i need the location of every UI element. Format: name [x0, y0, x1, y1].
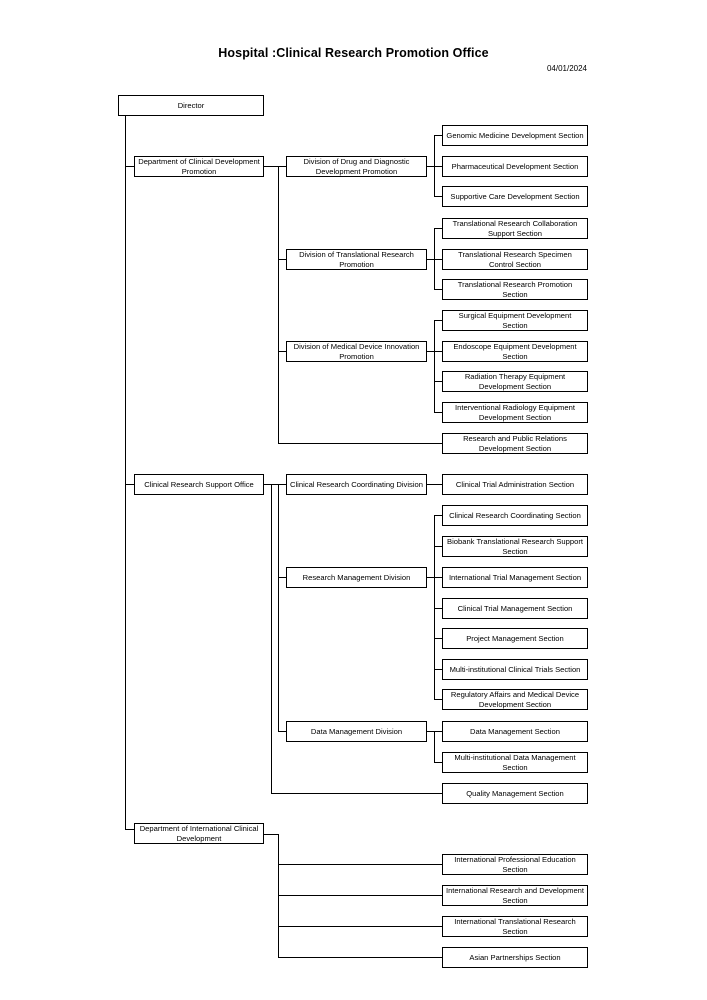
section-label: Clinical Trial Administration Section — [455, 479, 575, 489]
dept-label: Department of International Clinical Development — [139, 823, 259, 843]
page-title: Hospital :Clinical Research Promotion Office — [218, 46, 489, 60]
division-label: Division of Medical Device Innovation Promotion — [293, 341, 420, 361]
section-box — [442, 536, 588, 557]
division-label: Division of Drug and Diagnostic Development Promotion — [303, 156, 410, 176]
dept-label: Clinical Research Support Office — [144, 479, 254, 489]
section-label: Radiation Therapy Equipment Development Section — [464, 371, 566, 391]
section-box — [442, 433, 588, 454]
date-label: 04/01/2024 — [546, 64, 587, 73]
division-label: Division of Translational Research Promotion — [299, 249, 414, 269]
section-box — [442, 689, 588, 710]
dept-clinical-development-promotion — [134, 156, 264, 177]
section-label: Translational Research Promotion Section — [457, 279, 573, 299]
section-label: Research and Public Relations Development Section — [463, 433, 567, 453]
section-label: Clinical Trial Management Section — [457, 603, 573, 613]
section-label: International Translational Research Section — [454, 916, 576, 936]
section-label: Translational Research Specimen Control Section — [458, 249, 572, 269]
section-box — [442, 371, 588, 392]
section-label: Translational Research Collaboration Support Section — [452, 218, 578, 238]
section-label: Supportive Care Development Section — [450, 191, 580, 201]
section-box — [442, 854, 588, 875]
director-box — [118, 95, 264, 116]
section-box — [442, 947, 588, 968]
section-label: Interventional Radiology Equipment Development Section — [455, 402, 575, 422]
section-box — [442, 505, 588, 526]
section-label: Pharmaceutical Development Section — [451, 161, 579, 171]
dept-clinical-research-support-office — [134, 474, 264, 495]
division-research-management — [286, 567, 427, 588]
division-translational-research — [286, 249, 427, 270]
section-label: Multi-institutional Clinical Trials Section — [449, 664, 581, 674]
section-box — [442, 567, 588, 588]
section-label: Biobank Translational Research Support Section — [447, 536, 583, 556]
section-label: Regulatory Affairs and Medical Device Development Section — [450, 689, 580, 709]
section-box — [442, 628, 588, 649]
section-label: Project Management Section — [466, 633, 564, 643]
section-label: Genomic Medicine Development Section — [446, 130, 584, 140]
section-box — [442, 341, 588, 362]
section-box — [442, 186, 588, 207]
section-box — [442, 916, 588, 937]
section-label: International Professional Education Section — [454, 854, 576, 874]
dept-international-clinical-development — [134, 823, 264, 844]
section-box — [442, 402, 588, 423]
division-clinical-research-coordinating — [286, 474, 427, 495]
section-box — [442, 279, 588, 300]
section-box — [442, 783, 588, 804]
section-box — [442, 474, 588, 495]
section-box — [442, 125, 588, 146]
division-data-management — [286, 721, 427, 742]
section-box — [442, 885, 588, 906]
section-box — [442, 752, 588, 773]
section-label: Data Management Section — [470, 726, 560, 736]
section-label: Endoscope Equipment Development Section — [453, 341, 577, 361]
section-label: Quality Management Section — [466, 788, 564, 798]
section-label: Multi-institutional Data Management Section — [454, 752, 576, 772]
section-label: Asian Partnerships Section — [469, 952, 561, 962]
section-box — [442, 218, 588, 239]
division-label: Clinical Research Coordinating Division — [290, 479, 423, 489]
section-label: International Trial Management Section — [448, 572, 582, 582]
section-label: Clinical Research Coordinating Section — [449, 510, 581, 520]
section-box — [442, 721, 588, 742]
section-box — [442, 156, 588, 177]
division-label: Research Management Division — [302, 572, 411, 582]
dept-label: Department of Clinical Development Promotion — [138, 156, 260, 176]
division-medical-device — [286, 341, 427, 362]
section-box — [442, 249, 588, 270]
section-box — [442, 310, 588, 331]
division-drug-diagnostic — [286, 156, 427, 177]
division-label: Data Management Division — [310, 726, 403, 736]
section-label: Surgical Equipment Development Section — [458, 310, 572, 330]
section-label: International Research and Development Section — [445, 885, 585, 905]
director-label: Director — [177, 100, 205, 110]
section-box — [442, 659, 588, 680]
section-box — [442, 598, 588, 619]
